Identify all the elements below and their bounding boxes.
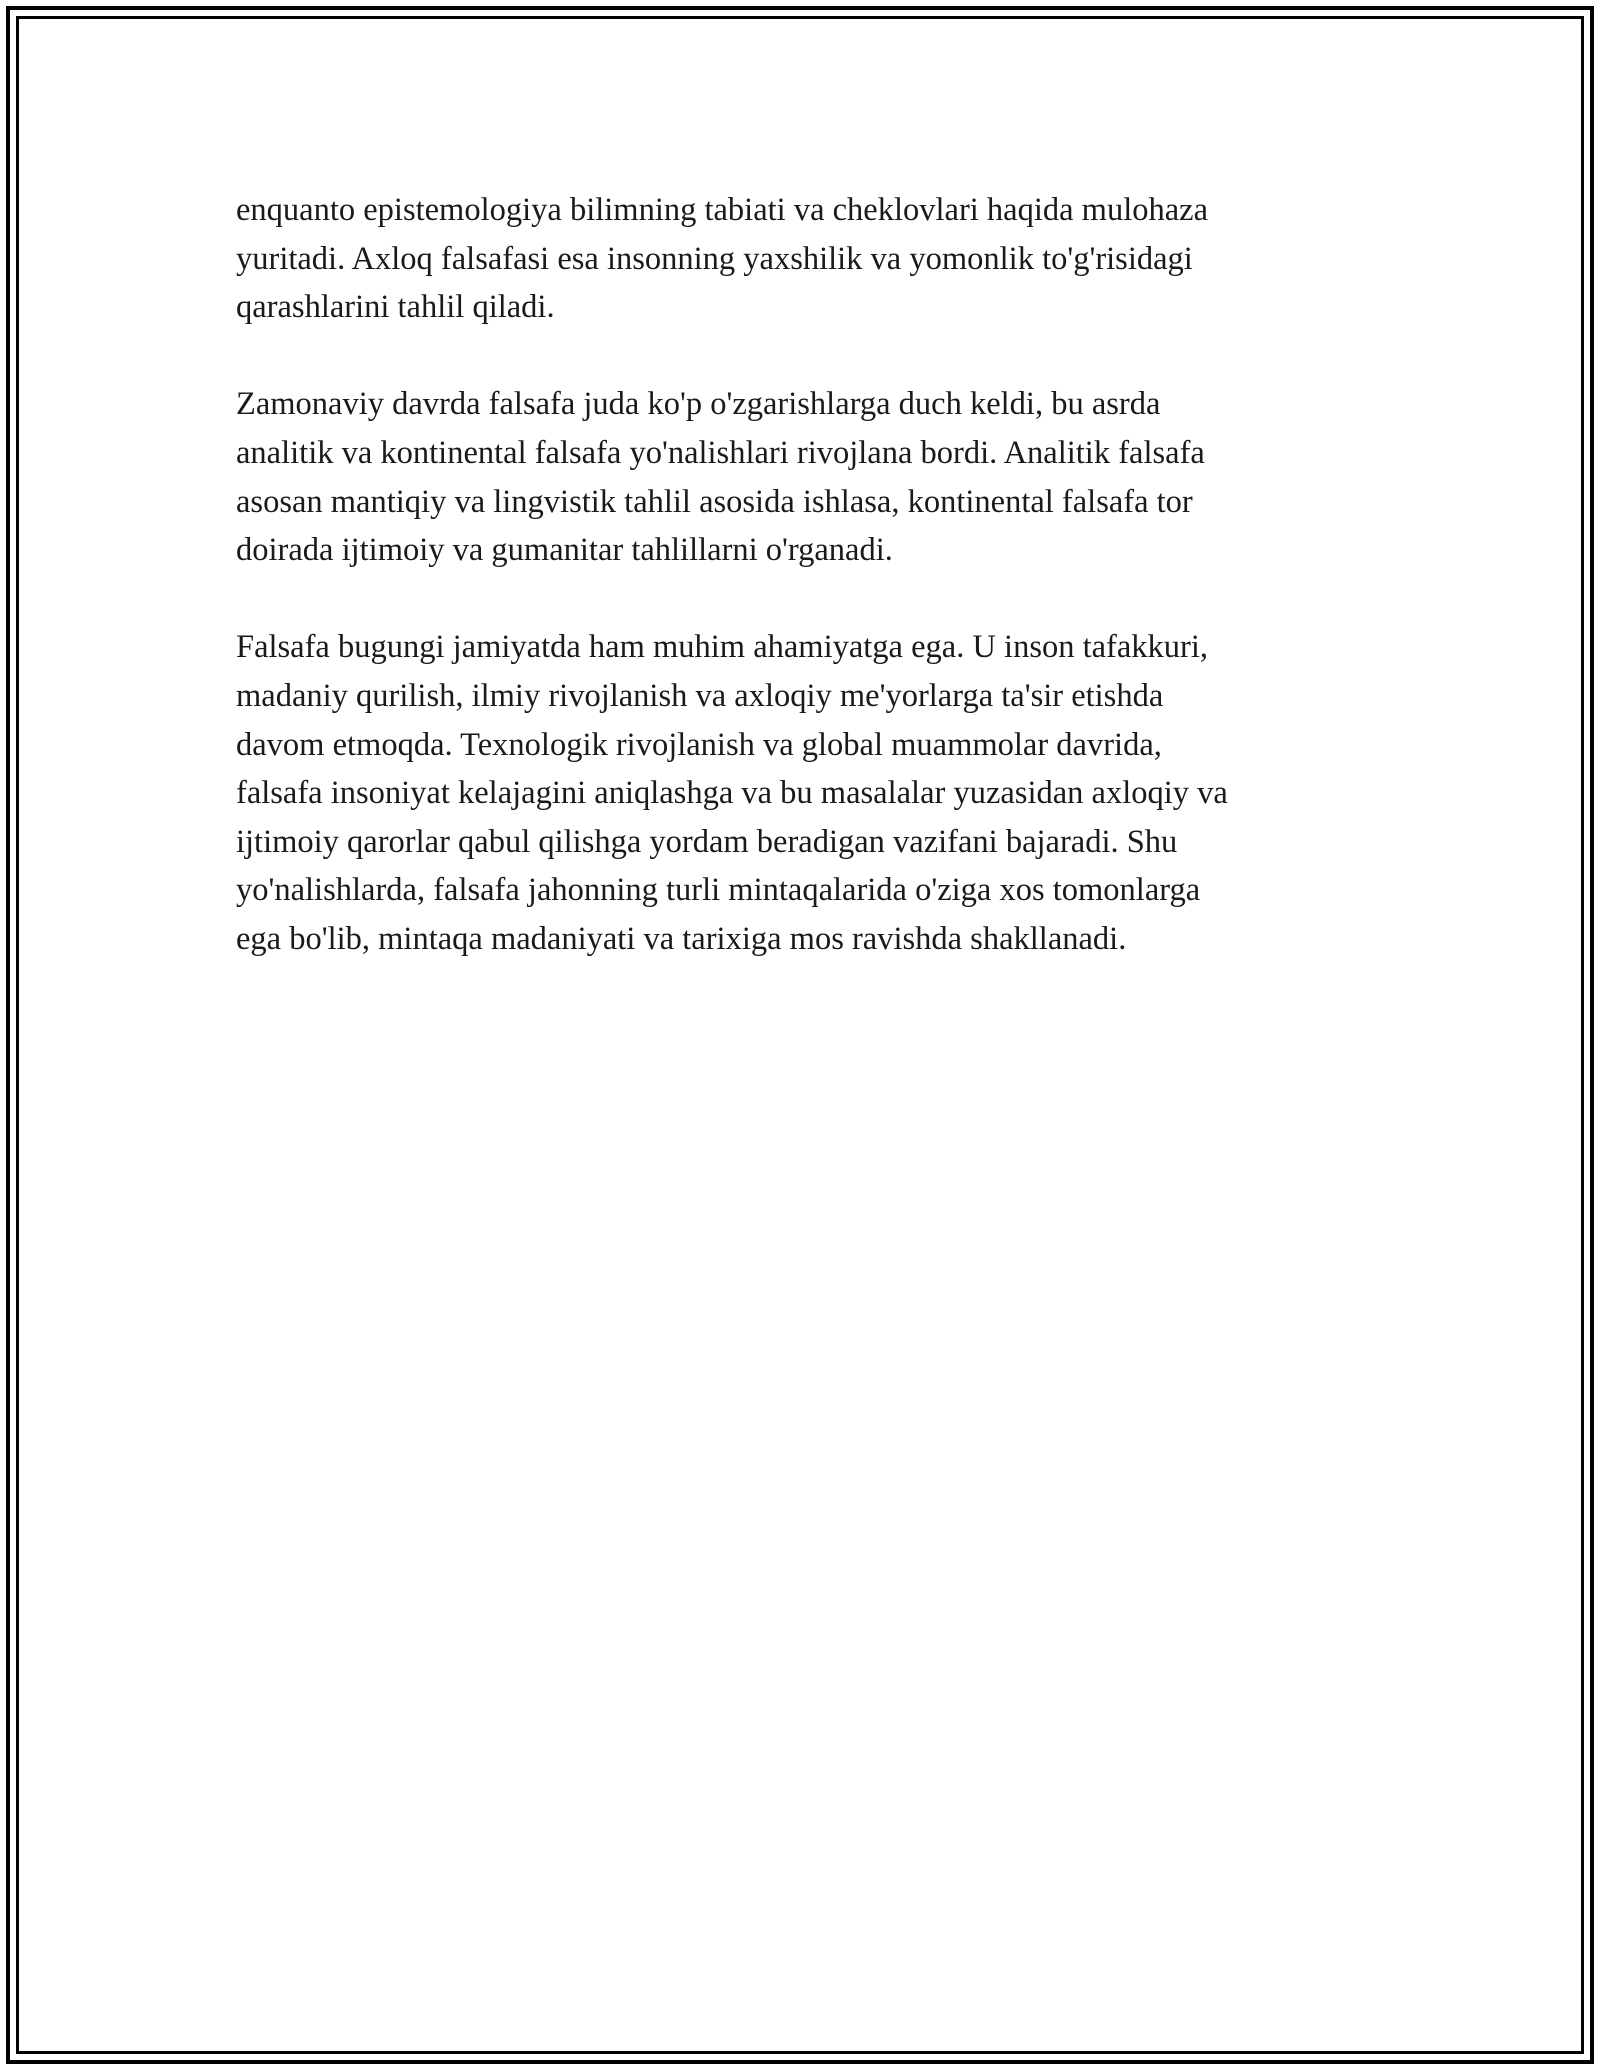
text-line: Zamonaviy davrda falsafa juda ko'p o'zgarishlarga duch keldi, bu asrda xyxy=(236,386,1161,423)
text-line: ega bo'lib, mintaqa madaniyati va tarixiga mos ravishda shakllanadi. xyxy=(236,920,1127,957)
paragraph-1 xyxy=(236,186,1366,332)
text-line: yo'nalishlarda, falsafa jahonning turli mintaqalarida o'ziga xos tomonlarga xyxy=(236,872,1201,909)
paragraph-3 xyxy=(236,623,1366,963)
text-line: doirada ijtimoiy va gumanitar tahlillarni o'rganadi. xyxy=(236,532,893,569)
text-line: qarashlarini tahlil qiladi. xyxy=(236,289,555,326)
document-body xyxy=(236,186,1366,1012)
text-line: ijtimoiy qarorlar qabul qilishga yordam beradigan vazifani bajaradi. Shu xyxy=(236,823,1178,860)
text-line: yuritadi. Axloq falsafasi esa insonning yaxshilik va yomonlik to'g'risidagi xyxy=(236,240,1193,277)
text-line: enquanto epistemologiya bilimning tabiati va cheklovlari haqida mulohaza xyxy=(236,192,1209,228)
text-line: falsafa insoniyat kelajagini aniqlashga va bu masalalar yuzasidan axloqiy va xyxy=(236,775,1228,812)
text-line: analitik va kontinental falsafa yo'nalishlari rivojlana bordi. Analitik falsafa xyxy=(236,434,1205,471)
paragraph-2 xyxy=(236,380,1366,574)
text-line: davom etmoqda. Texnologik rivojlanish va global muammolar davrida, xyxy=(236,726,1162,763)
text-line: asosan mantiqiy va lingvistik tahlil asosida ishlasa, kontinental falsafa tor xyxy=(236,483,1193,520)
text-line: Falsafa bugungi jamiyatda ham muhim ahamiyatga ega. U inson tafakkuri, xyxy=(236,629,1209,666)
text-line: madaniy qurilish, ilmiy rivojlanish va axloqiy me'yorlarga ta'sir etishda xyxy=(236,677,1164,714)
